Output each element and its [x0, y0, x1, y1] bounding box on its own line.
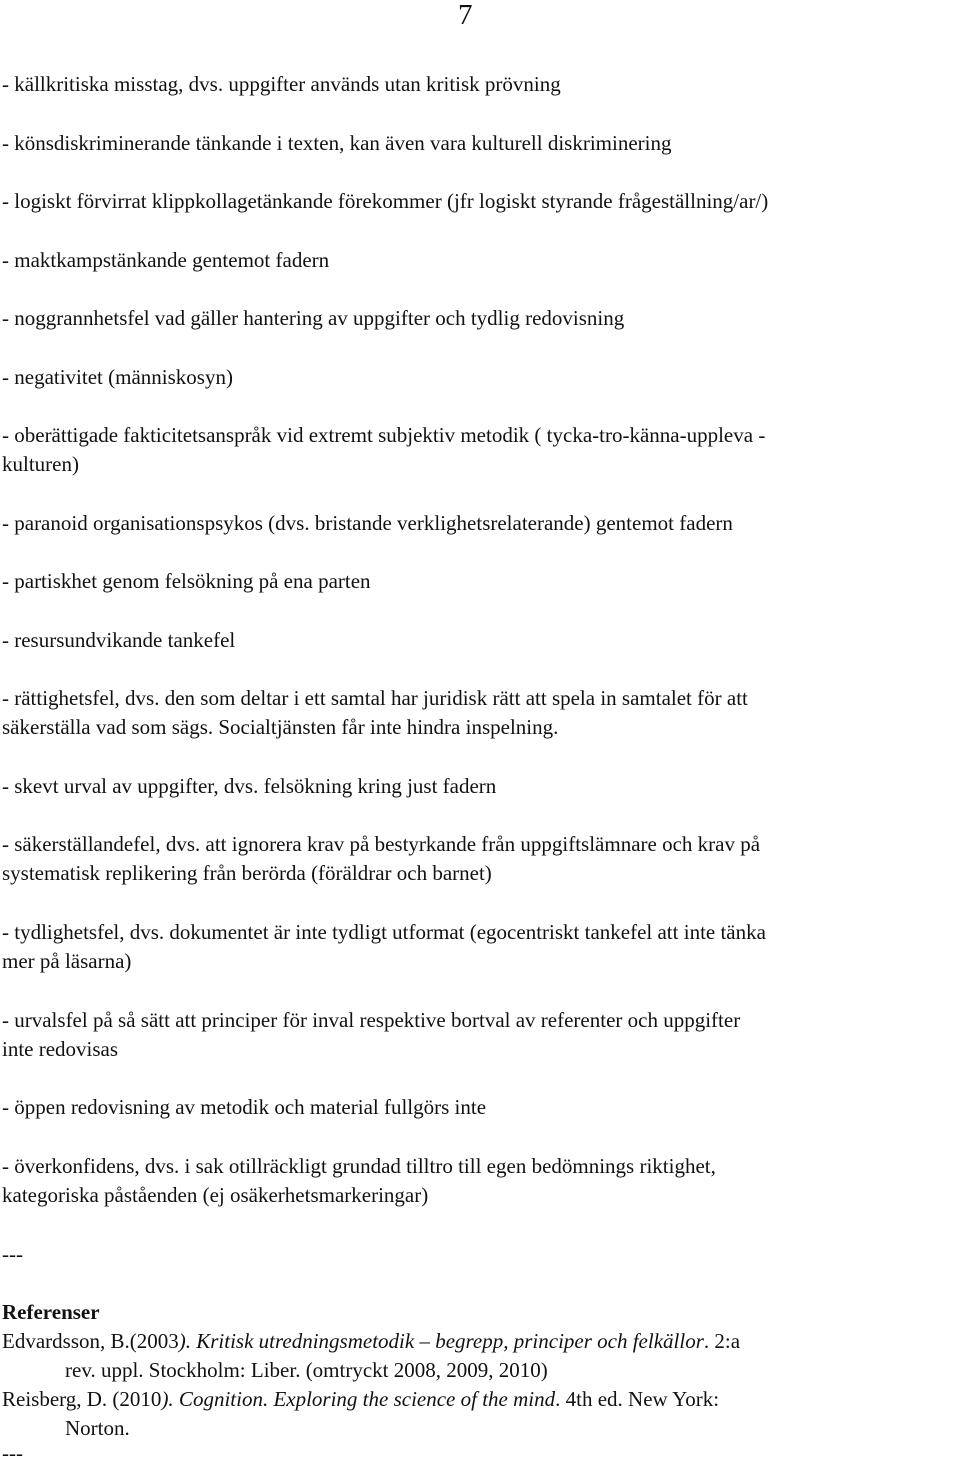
list-item-continuation: säkerställa vad som sägs. Socialtjänsten får inte hindra inspelning.	[2, 715, 559, 739]
list-item-continuation: systematisk replikering från berörda (föräldrar och barnet)	[2, 861, 492, 885]
reference-title: ). Cognition. Exploring the science of the mind	[161, 1387, 556, 1411]
reference-author-year: Edvardsson, B.(2003	[2, 1329, 179, 1353]
list-item-continuation: kulturen)	[2, 452, 79, 476]
reference-title: ). Kritisk utredningsmetodik – begrepp, principer och felkällor	[178, 1329, 704, 1353]
list-item: - tydlighetsfel, dvs. dokumentet är inte tydligt utformat (egocentriskt tankefel att inte tänka	[2, 920, 766, 944]
list-item: - oberättigade fakticitetsanspråk vid extremt subjektiv metodik ( tycka-tro-känna-uppleva -	[2, 423, 766, 447]
list-item: - rättighetsfel, dvs. den som deltar i ett samtal har juridisk rätt att spela in samtalet för att	[2, 686, 748, 710]
reference-continuation: rev. uppl. Stockholm: Liber. (omtryckt 2008, 2009, 2010)	[65, 1358, 548, 1382]
list-item: - maktkampstänkande gentemot fadern	[2, 248, 330, 272]
list-item-continuation: mer på läsarna)	[2, 949, 132, 973]
reference-author-year: Reisberg, D. (2010	[2, 1387, 162, 1411]
list-item: - källkritiska misstag, dvs. uppgifter används utan kritisk prövning	[2, 72, 561, 96]
reference-edition: . 4th ed. New York:	[555, 1387, 720, 1411]
reference-edition: . 2:a	[703, 1329, 741, 1353]
list-item: - skevt urval av uppgifter, dvs. felsökning kring just fadern	[2, 774, 497, 798]
list-item: - noggrannhetsfel vad gäller hantering av uppgifter och tydlig redovisning	[2, 306, 625, 330]
page-number: 7	[458, 0, 473, 31]
list-item: - könsdiskriminerande tänkande i texten, kan även vara kulturell diskriminering	[2, 131, 672, 155]
list-item: - säkerställandefel, dvs. att ignorera krav på bestyrkande från uppgiftslämnare och krav på	[2, 832, 761, 856]
list-item: - partiskhet genom felsökning på ena parten	[2, 569, 371, 593]
list-item: - resursundvikande tankefel	[2, 628, 236, 652]
reference-continuation: Norton.	[65, 1416, 130, 1440]
reference-entry	[2, 1327, 942, 1385]
list-item: - negativitet (människosyn)	[2, 365, 233, 389]
list-item-continuation: inte redovisas	[2, 1037, 119, 1061]
list-item-continuation: kategoriska påståenden (ej osäkerhetsmarkeringar)	[2, 1183, 429, 1207]
list-item: - logiskt förvirrat klippkollagetänkande förekommer (jfr logiskt styrande frågeställning/ar/)	[2, 189, 769, 213]
list-item: - öppen redovisning av metodik och material fullgörs inte	[2, 1095, 487, 1119]
reference-entry	[2, 1385, 942, 1443]
end-separator: ---	[2, 1441, 23, 1465]
list-item: - överkonfidens, dvs. i sak otillräckligt grundad tilltro till egen bedömnings riktighet,	[2, 1154, 716, 1178]
list-item: - urvalsfel på så sätt att principer för inval respektive bortval av referenter och uppgifter	[2, 1008, 741, 1032]
list-item: - paranoid organisationspsykos (dvs. bristande verklighetsrelaterande) gentemot fadern	[2, 511, 733, 535]
references-heading: Referenser	[2, 1300, 100, 1324]
separator: ---	[2, 1242, 23, 1266]
